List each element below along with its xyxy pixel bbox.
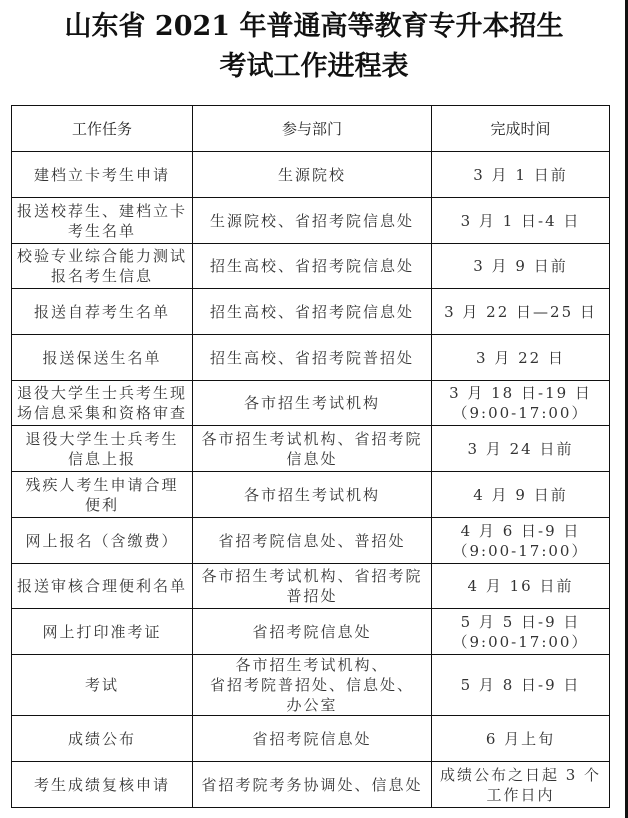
task-cell	[12, 152, 193, 198]
task-cell	[12, 518, 193, 564]
department-cell-line: 信息处	[286, 449, 338, 468]
task-cell-line: 网上报名（含缴费）	[25, 531, 179, 550]
department-cell-line: 省招考院考务协调处、信息处	[201, 775, 423, 794]
table-header-row	[12, 106, 610, 152]
department-cell-line: 各市招生考试机构、	[235, 656, 389, 674]
department-cell	[193, 762, 432, 808]
header-department: 参与部门	[193, 106, 432, 152]
department-cell-line: 省招考院信息处	[252, 622, 372, 641]
department-cell-line: 省招考院信息处、普招处	[218, 531, 406, 550]
completion-time-cell	[432, 564, 610, 609]
completion-time-cell	[432, 335, 610, 381]
task-cell-line: 报送校荐生、建档立卡	[16, 201, 187, 220]
completion-time-cell-line: （9:00-17:00）	[452, 541, 589, 560]
header-task: 工作任务	[12, 106, 193, 152]
completion-time-cell-line: 4 月 9 日前	[473, 485, 568, 504]
completion-time-cell	[432, 289, 610, 335]
department-cell-line: 省招考院信息处	[252, 729, 372, 748]
table-row	[12, 716, 610, 762]
completion-time-cell	[432, 244, 610, 289]
schedule-table	[11, 105, 610, 808]
task-cell-line: 退役大学生士兵考生现	[16, 384, 187, 402]
department-cell	[193, 655, 432, 716]
department-cell	[193, 716, 432, 762]
task-cell-line: 建档立卡考生申请	[33, 165, 170, 184]
task-cell	[12, 244, 193, 289]
task-cell-line: 网上打印准考证	[42, 622, 162, 641]
task-cell-line: 报送保送生名单	[42, 348, 162, 367]
completion-time-cell	[432, 716, 610, 762]
department-cell	[193, 426, 432, 472]
completion-time-cell-line: 成绩公布之日起 3 个	[439, 765, 602, 784]
department-cell-line: 各市招生考试机构、省招考院	[201, 429, 423, 448]
completion-time-cell-line: 3 月 1 日前	[473, 165, 568, 184]
department-cell	[193, 472, 432, 518]
task-cell	[12, 472, 193, 518]
table-row	[12, 518, 610, 564]
completion-time-cell-line: 3 月 24 日前	[467, 439, 574, 458]
task-cell-line: 便利	[84, 495, 119, 514]
completion-time-cell	[432, 762, 610, 808]
document-title-line1: 山东省 2021 年普通高等教育专升本招生	[64, 11, 564, 42]
department-cell-line: 各市招生考试机构	[243, 485, 380, 504]
completion-time-cell-line: 5 月 5 日-9 日	[460, 612, 581, 631]
task-cell-line: 报送审核合理便利名单	[16, 577, 187, 595]
task-cell	[12, 198, 193, 244]
completion-time-cell-line: 3 月 22 日—25 日	[444, 302, 597, 321]
task-cell-line: 场信息采集和资格审查	[16, 404, 187, 422]
table-row	[12, 609, 610, 655]
task-cell	[12, 564, 193, 609]
completion-time-cell-line: 6 月上旬	[485, 729, 556, 748]
completion-time-cell-line: 5 月 8 日-9 日	[460, 676, 581, 694]
department-cell-line: 各市招生考试机构	[243, 394, 380, 412]
department-cell	[193, 335, 432, 381]
department-cell-line: 办公室	[286, 696, 338, 714]
department-cell-line: 各市招生考试机构、省招考院	[201, 567, 423, 585]
table-row	[12, 426, 610, 472]
department-cell	[193, 244, 432, 289]
table-row	[12, 152, 610, 198]
completion-time-cell	[432, 518, 610, 564]
department-cell	[193, 518, 432, 564]
completion-time-cell-line: 3 月 18 日-19 日	[449, 384, 592, 402]
completion-time-cell-line: 工作日内	[486, 785, 555, 804]
table-row	[12, 335, 610, 381]
task-cell	[12, 655, 193, 716]
task-cell-line: 校验专业综合能力测试	[16, 247, 187, 265]
table-row	[12, 289, 610, 335]
task-cell-line: 信息上报	[67, 449, 136, 468]
task-cell	[12, 609, 193, 655]
completion-time-cell	[432, 198, 610, 244]
completion-time-cell-line: 3 月 22 日	[476, 348, 565, 367]
completion-time-cell	[432, 152, 610, 198]
document-title-line2: 考试工作进程表	[219, 51, 409, 82]
department-cell	[193, 198, 432, 244]
department-cell	[193, 289, 432, 335]
completion-time-cell-line: （9:00-17:00）	[452, 632, 589, 651]
task-cell-line: 考生名单	[67, 221, 136, 240]
task-cell	[12, 426, 193, 472]
department-cell	[193, 381, 432, 426]
completion-time-cell-line: 3 月 1 日-4 日	[460, 211, 581, 230]
department-cell-line: 招生高校、省招考院信息处	[209, 302, 414, 321]
department-cell-line: 生源院校	[277, 165, 346, 184]
department-cell	[193, 609, 432, 655]
task-cell	[12, 335, 193, 381]
task-cell	[12, 289, 193, 335]
task-cell	[12, 716, 193, 762]
department-cell	[193, 564, 432, 609]
task-cell-line: 报名考生信息	[50, 267, 153, 285]
completion-time-cell	[432, 609, 610, 655]
task-cell-line: 考试	[84, 676, 119, 694]
completion-time-cell-line: 3 月 9 日前	[473, 257, 568, 275]
department-cell-line: 生源院校、省招考院信息处	[209, 211, 414, 230]
department-cell-line: 招生高校、省招考院信息处	[209, 257, 414, 275]
department-cell-line: 招生高校、省招考院普招处	[209, 348, 414, 367]
completion-time-cell-line: （9:00-17:00）	[452, 404, 589, 422]
task-cell	[12, 762, 193, 808]
task-cell-line: 成绩公布	[67, 729, 136, 748]
completion-time-cell	[432, 381, 610, 426]
department-cell-line: 省招考院普招处、信息处、	[209, 676, 414, 694]
completion-time-cell	[432, 426, 610, 472]
table-row	[12, 472, 610, 518]
completion-time-cell-line: 4 月 16 日前	[467, 577, 574, 595]
table-row	[12, 762, 610, 808]
department-cell-line: 普招处	[286, 587, 338, 605]
task-cell-line: 退役大学生士兵考生	[25, 429, 179, 448]
header-completion-time: 完成时间	[432, 106, 610, 152]
table-row	[12, 198, 610, 244]
task-cell	[12, 381, 193, 426]
department-cell	[193, 152, 432, 198]
table-row	[12, 564, 610, 609]
task-cell-line: 报送自荐考生名单	[33, 302, 170, 321]
completion-time-cell-line: 4 月 6 日-9 日	[460, 521, 581, 540]
table-row	[12, 244, 610, 289]
completion-time-cell	[432, 655, 610, 716]
task-cell-line: 残疾人考生申请合理	[25, 475, 179, 494]
task-cell-line: 考生成绩复核申请	[33, 775, 170, 794]
table-row	[12, 381, 610, 426]
table-row	[12, 655, 610, 716]
completion-time-cell	[432, 472, 610, 518]
